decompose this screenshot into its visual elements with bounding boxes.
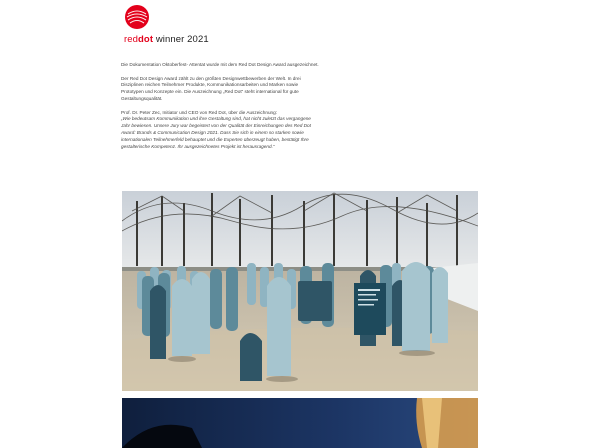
paragraph-quote: [121, 110, 321, 151]
paragraph-award-intro: Die Dokumentation Oktoberfest- Attentat wurde mit dem Red Dot Design Award ausgezeichnet.: [121, 62, 319, 67]
award-description: [121, 62, 321, 157]
reddot-logo-icon: [124, 4, 150, 30]
award-title-rest: winner 2021: [153, 34, 209, 45]
quote-text: „Wie bedeutsam Kommunikation und ihre Gestaltung sind, hat nicht zuletzt das vergangene Jahr bewiesen. Unsere Jury war begeistert von der Qualität der Einreichungen des Red Dot Award: Brands & Communication Design 2021. Dass Sie sich in einem so starken sowie internationalen Teilnehmerfeld behauptet und die Experten überzeugt haben, bestätigt Ihre gestalterische Kompetenz. Ihr ausgezeichnetes Projekt ist herausragend.“: [121, 116, 311, 149]
award-title: [124, 34, 209, 45]
paragraph-award-about: Der Red Dot Design Award zählt zu den größten Designwettbewerben der Welt. In drei Disziplinen reichen Teilnehmer Produkte, Kommunikationsarbeiten und Marken sowie Prototypen und Konzepte ein. Die Auszeichnung „Red Dot“ steht international für gute Gestaltungsqualität.: [121, 75, 301, 101]
exhibition-photo: [122, 191, 478, 391]
brand-dot: dot: [138, 34, 154, 45]
quote-intro: Prof. Dr. Peter Zec, Initiator und CEO von Red Dot, über die Auszeichnung:: [121, 109, 278, 115]
brand-red: red: [124, 34, 139, 45]
second-photo: [122, 398, 478, 448]
